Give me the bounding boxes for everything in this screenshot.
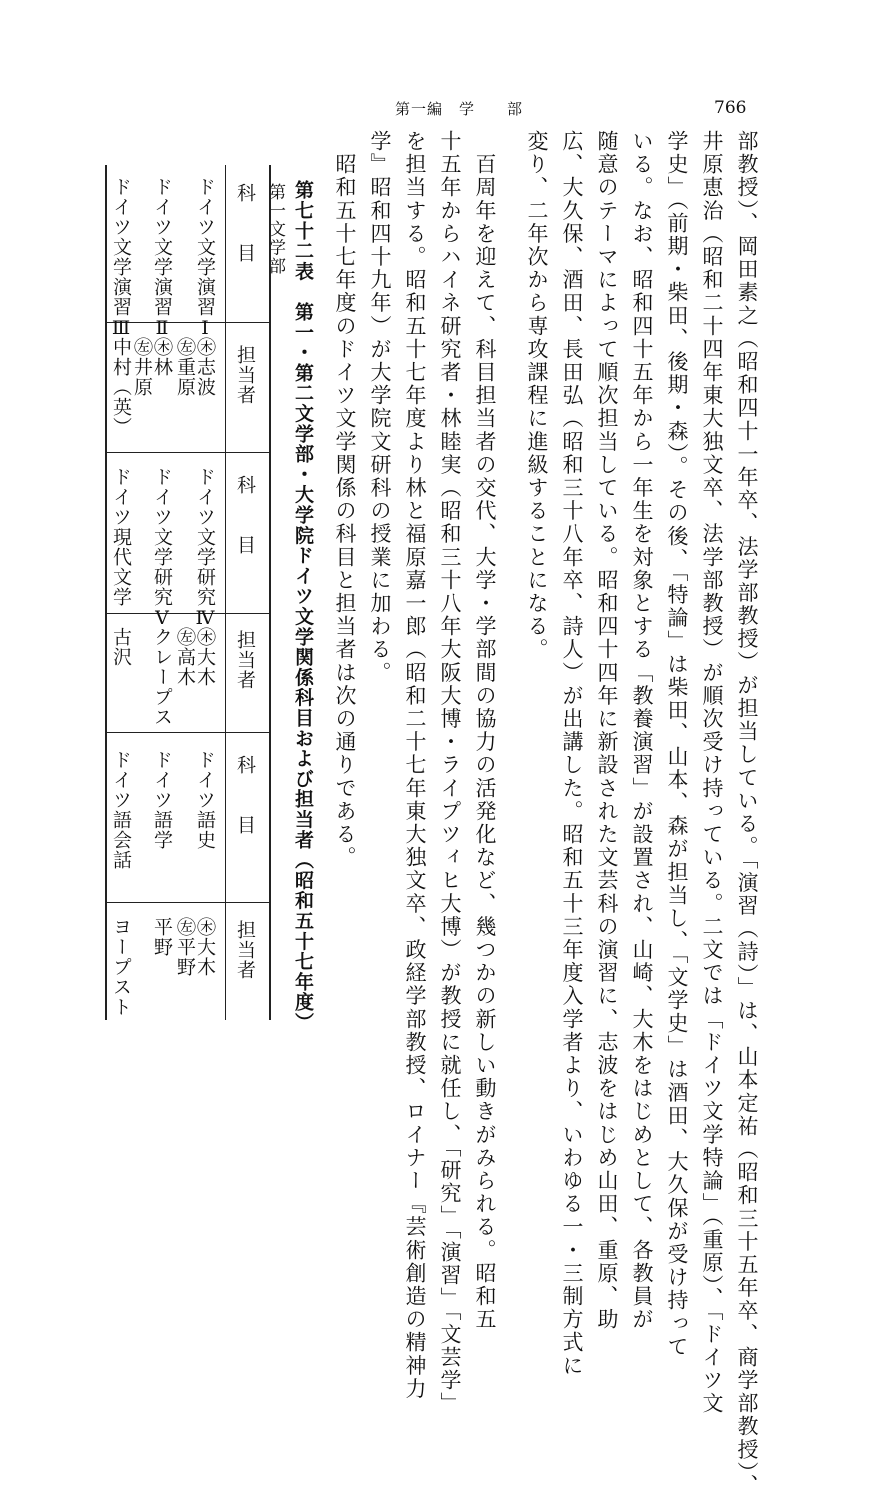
table-cell: ドイツ文学演習Ⅱ [151, 177, 173, 340]
table-header-subject: 科 目 [234, 755, 256, 835]
table-cell: ㊧井原 [131, 337, 153, 397]
table-divider [107, 452, 269, 453]
table-title: 第七十二表 第一・第二文学部・大学院ドイツ文学関係科目および担当者（昭和五十七年度） [292, 180, 314, 1033]
body-column: 広、大久保、酒田、長田弘（昭和三十八年卒、詩人）が出講した。昭和五十三年度入学者より、いわゆる一・三制方式に [560, 130, 584, 1378]
table-cell: ドイツ文学研究Ⅴ [151, 467, 173, 630]
body-column: 井原恵治（昭和二十四年東大独文卒、法学部教授）が順次受け持っている。二文では「ドイツ文学特論」（重原）、「ドイツ文 [700, 130, 724, 1416]
body-column: 昭和五十七年度のドイツ文学関係の科目と担当者は次の通りである。 [333, 130, 357, 870]
table-cell: ㊍林 [151, 337, 173, 377]
body-column: 随意のテーマによって順次担当している。昭和四十四年に新設された文芸科の演習に、志波をはじめ山田、重原、助 [595, 130, 619, 1332]
table-cell: 平野 [151, 917, 173, 957]
table-cell: 中村（英） [110, 337, 132, 437]
table-cell: ㊧平野 [174, 917, 196, 977]
table-cell: ㊧重原 [174, 337, 196, 397]
body-column: 学史」（前期・柴田、後期・森）。その後、「特論」は柴田、山本、森が担当し、「文学史」は酒田、大久保が受け持って [665, 130, 689, 1359]
table-divider [107, 613, 269, 614]
table-cell: ㊍大木 [194, 917, 216, 977]
page-number: 766 [714, 98, 747, 118]
table-header-staff: 担当者 [234, 345, 256, 405]
table-header-divider [225, 165, 226, 1020]
body-column: いる。なお、昭和四十五年から一年生を対象とする「教養演習」が設置され、山崎、大木をはじめとして、各教員が [630, 130, 654, 1332]
body-column: 学』昭和四十九年）が大学院文研科の授業に加わる。 [368, 130, 392, 685]
table-divider [107, 902, 269, 903]
table-cell: ㊍志波 [194, 337, 216, 397]
table-cell: ドイツ語会話 [110, 750, 132, 870]
body-column: 十五年からハイネ研究者・林睦実（昭和三十八年大阪大博・ライプツィヒ大博）が教授に就任し、「研究」「演習」「文芸学」 [438, 130, 462, 1416]
table-header-staff: 担当者 [234, 920, 256, 980]
table-cell: ㊧高木 [174, 627, 196, 687]
table-cell: ドイツ文学演習Ⅲ [110, 177, 132, 340]
table-cell: ドイツ文学演習Ⅰ [194, 177, 216, 340]
table-cell: クレープス [151, 627, 173, 727]
table-subtitle: 第一文学部 [265, 183, 285, 276]
subject-table [105, 165, 271, 1020]
table-cell: ヨープスト [110, 917, 132, 1017]
table-cell: ㊍大木 [194, 627, 216, 687]
body-column: を担当する。昭和五十七年度より林と福原嘉一郎（昭和二十七年東大独文卒、政経学部教授、ロイナー『芸術創造の精神力 [403, 130, 427, 1401]
table-cell: ドイツ語学 [151, 750, 173, 850]
table-header-staff: 担当者 [234, 630, 256, 690]
running-head: 第一編 学 部 [395, 100, 524, 118]
table-cell: 古沢 [110, 627, 132, 667]
table-cell: ドイツ語史 [194, 750, 216, 850]
body-column: 変り、二年次から専攻課程に進級することになる。 [525, 130, 549, 662]
table-divider [107, 732, 269, 733]
table-header-subject: 科 目 [234, 475, 256, 555]
table-header-subject: 科 目 [234, 183, 256, 263]
body-column: 百周年を迎えて、科目担当者の交代、大学・学部間の協力の活発化など、幾つかの新しい動きがみられる。昭和五 [473, 130, 497, 1332]
table-cell: ドイツ文学研究Ⅳ [194, 467, 216, 630]
body-column: 部教授）、岡田素之（昭和四十一年卒、法学部教授）が担当している。「演習（詩）」は、山本定祐（昭和三十五年卒、商学部教授）、 [735, 130, 759, 1497]
table-cell: ドイツ現代文学 [110, 467, 132, 607]
